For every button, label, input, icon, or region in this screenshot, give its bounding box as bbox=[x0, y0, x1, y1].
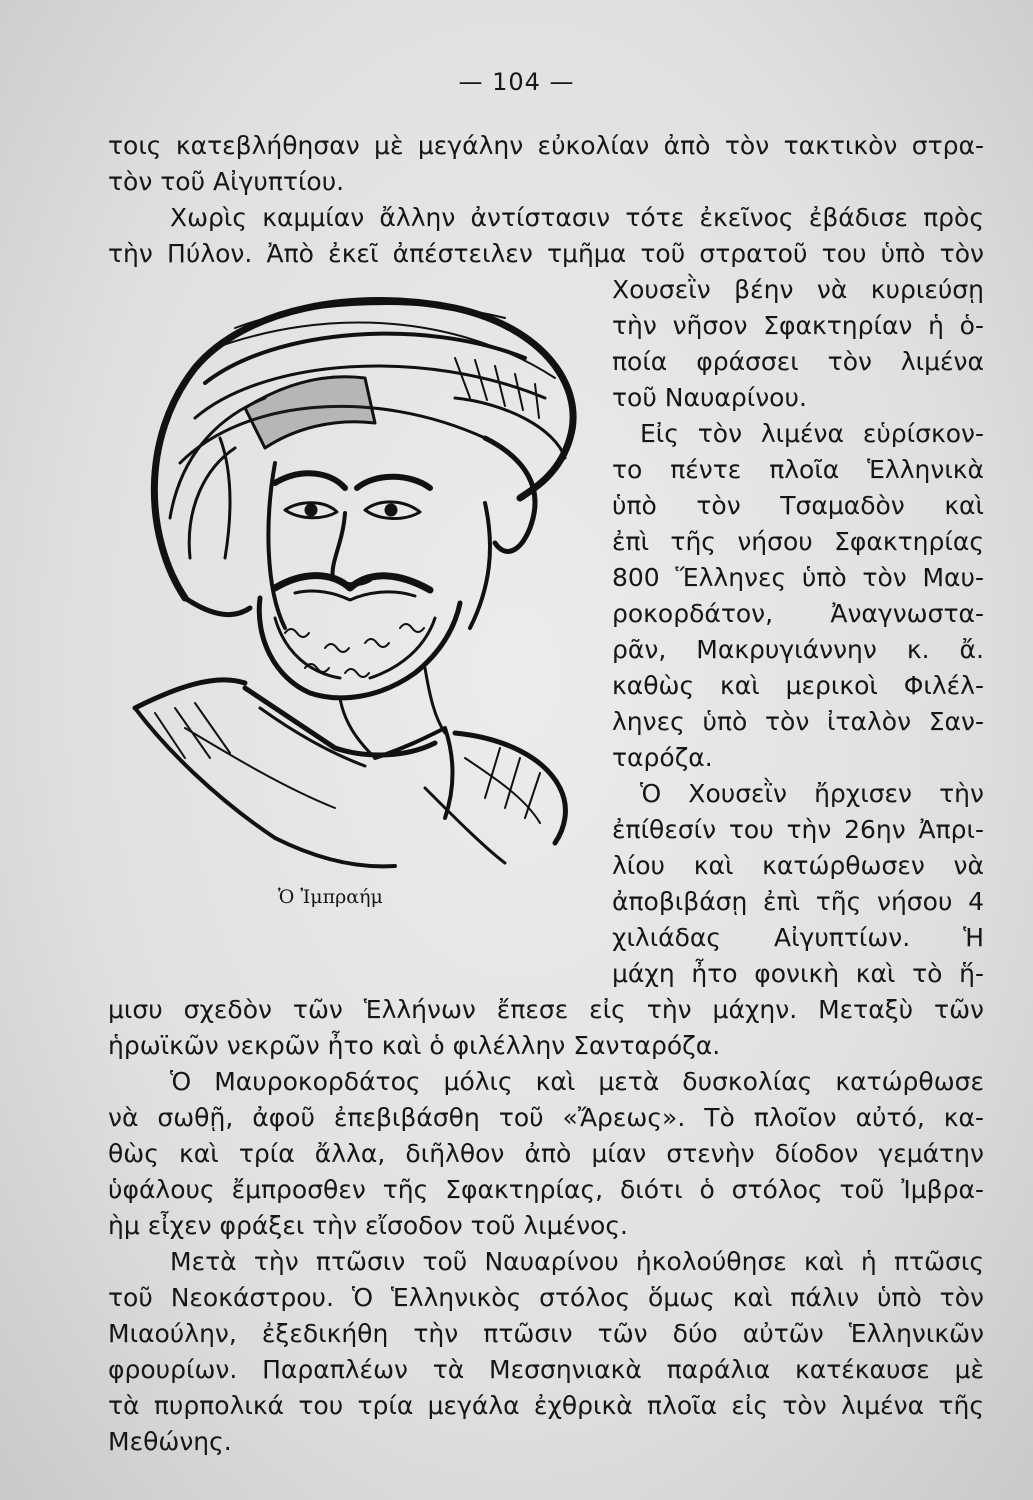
text-line: νὰ σωθῇ, ἀφοῦ ἐπεβιβάσθη τοῦ «Ἄρεως». Τὸ πλοῖον αὐτό, κα- bbox=[108, 1103, 984, 1132]
text-line: λίου καὶ κατώρθωσεν νὰ bbox=[612, 851, 984, 880]
text-line: χιλιάδας Αἰγυπτίων. Ἡ bbox=[612, 923, 984, 952]
text-line: ἐπίθεσίν του τὴν 26ην Ἀπρι- bbox=[612, 815, 984, 844]
text-line: τὰ πυρπολικά του τρία μεγάλα ἐχθρικὰ πλοῖα εἰς τὸν λιμένα τῆς bbox=[108, 1391, 984, 1420]
text-line: τοῦ Ναυαρίνου. bbox=[612, 383, 807, 412]
text-line: τοῦ Νεοκάστρου. Ὁ Ἑλληνικὸς στόλος ὅμως καὶ πάλιν ὑπὸ τὸν bbox=[108, 1283, 984, 1312]
text-line: τὴν νῆσον Σφακτηρίαν ἡ ὁ- bbox=[612, 311, 984, 340]
text-line: ὴμ εἶχεν φράξει τὴν εἴσοδον τοῦ λιμένος. bbox=[108, 1211, 628, 1240]
text-line: τὸν τοῦ Αἰγυπτίου. bbox=[108, 167, 345, 196]
text-line: ὑφάλους ἔμπροσθεν τῆς Σφακτηρίας, διότι ὁ στόλος τοῦ Ἰμβρα- bbox=[108, 1175, 984, 1204]
text-line: θὼς καὶ τρία ἄλλα, διῆλθον ἀπὸ μίαν στενὴν δίοδον γεμάτην bbox=[108, 1139, 984, 1168]
text-line: ρᾶν, Μακρυγιάννην κ. ἄ. bbox=[612, 635, 984, 664]
text-line: Χωρὶς καμμίαν ἄλλην ἀντίστασιν τότε ἐκεῖνος ἐβάδισε πρὸς bbox=[170, 203, 984, 232]
text-line: Ὁ Χουσεῒν ἤρχισεν τὴν bbox=[640, 779, 984, 808]
text-line: ποία φράσσει τὸν λιμένα bbox=[612, 347, 984, 376]
text-line: μισυ σχεδὸν τῶν Ἑλλήνων ἔπεσε εἰς τὴν μάχην. Μεταξὺ τῶν bbox=[108, 995, 984, 1024]
portrait-caption: Ὁ Ἰμπραήμ bbox=[278, 886, 383, 908]
text-line: Ὁ Μαυροκορδάτος μόλις καὶ μετὰ δυσκολίας κατώρθωσε bbox=[170, 1067, 984, 1096]
text-line: Μιαούλην, ἐξεδικήθη τὴν πτῶσιν τῶν δύο αὐτῶν Ἑλληνικῶν bbox=[108, 1319, 984, 1348]
text-line: το πέντε πλοῖα Ἑλληνικὰ bbox=[612, 455, 984, 484]
text-line: ἡρωϊκῶν νεκρῶν ἦτο καὶ ὁ φιλέλλην Σανταρόζα. bbox=[108, 1031, 721, 1060]
text-line: ὑπὸ τὸν Τσαμαδὸν καὶ bbox=[612, 491, 984, 520]
text-line: Μεθώνης. bbox=[108, 1427, 232, 1456]
text-line: καθὼς καὶ μερικοὶ Φιλέλ- bbox=[612, 671, 984, 700]
text-line: ροκορδάτον, Ἀναγνωστα- bbox=[612, 599, 984, 628]
portrait-illustration bbox=[125, 288, 595, 873]
text-line: ἐπὶ τῆς νήσου Σφακτηρίας bbox=[612, 527, 984, 556]
text-line: ἀποβιβάσῃ ἐπὶ τῆς νήσου 4 bbox=[612, 887, 984, 916]
text-line: φρουρίων. Παραπλέων τὰ Μεσσηνιακὰ παράλια κατέκαυσε μὲ bbox=[108, 1355, 984, 1384]
text-line: 800 Ἕλληνες ὑπὸ τὸν Μαυ- bbox=[612, 563, 984, 592]
text-line: τὴν Πύλον. Ἀπὸ ἐκεῖ ἀπέστειλεν τμῆμα τοῦ στρατοῦ του ὑπὸ τὸν bbox=[108, 239, 984, 268]
text-line: Χουσεῒν βέην νὰ κυριεύσῃ bbox=[612, 275, 984, 304]
text-line: ληνες ὑπὸ τὸν ἰταλὸν Σαν- bbox=[612, 707, 984, 736]
page-number: — 104 — bbox=[458, 68, 575, 96]
text-line: ταρόζα. bbox=[612, 743, 713, 772]
text-line: τοις κατεβλήθησαν μὲ μεγάλην εὐκολίαν ἀπὸ τὸν τακτικὸν στρα- bbox=[108, 131, 984, 160]
text-line: Εἰς τὸν λιμένα εὑρίσκον- bbox=[640, 419, 984, 448]
text-line: Μετὰ τὴν πτῶσιν τοῦ Ναυαρίνου ἠκολούθησε καὶ ἡ πτῶσις bbox=[170, 1247, 984, 1276]
text-line: μάχη ἦτο φονικὴ καὶ τὸ ἥ- bbox=[612, 959, 984, 988]
